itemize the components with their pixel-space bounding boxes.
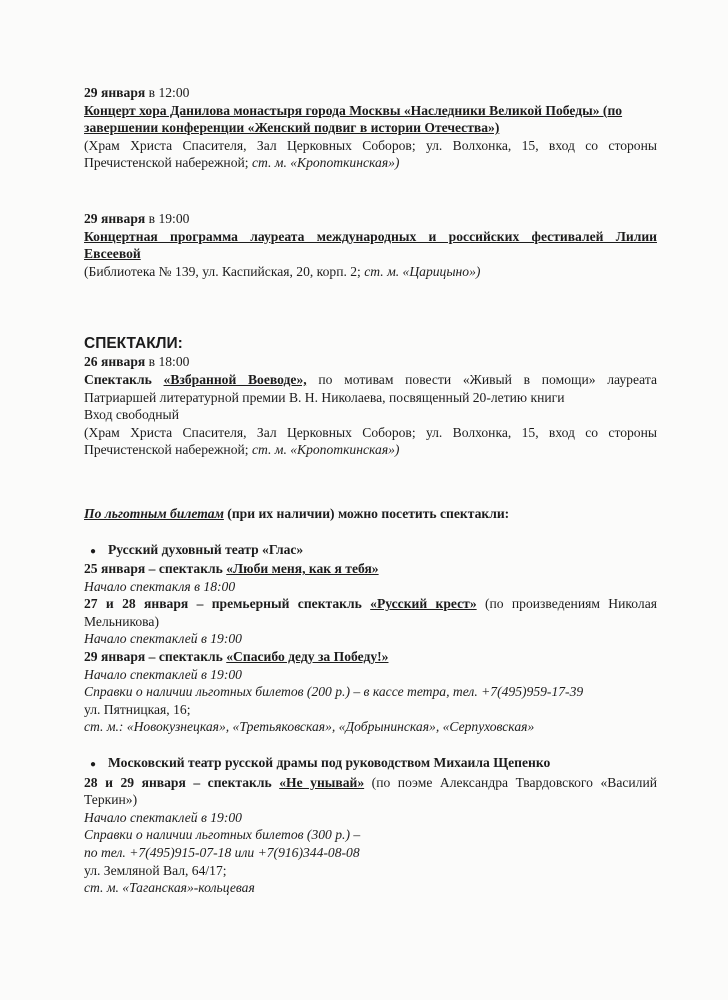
theatre-1-s1-title: «Люби меня, как я тебя» [226, 561, 379, 577]
theatre-2-name: Московский театр русской драмы под руководством Михаила Щепенко [108, 755, 551, 771]
spectacle-title: «Взбранной Воеводе», [163, 371, 307, 387]
spectacle-metro: ст. м. «Кропоткинская») [251, 442, 400, 458]
spectacle-place-line-1: (Храм Христа Спасителя, Зал Церковных Соборов; ул. Волхонка, 15, вход со стороны [84, 424, 657, 440]
theatre-2-s1-line2: Теркин») [84, 792, 138, 808]
event-2-time: в 19:00 [145, 210, 190, 226]
theatre-2-s1-rest: (по поэме Александра Твардовского «Василий [364, 774, 657, 790]
spectacle-description-1: по мотивам повести «Живый в помощи» лауреата [306, 371, 657, 387]
event-2 [84, 210, 657, 280]
spectacles-heading: СПЕКТАКЛИ: [84, 335, 183, 353]
event-1-title-line-1: Концерт хора Данилова монастыря города Москвы «Наследники Великой Победы» (по [84, 102, 623, 118]
theatre-1 [84, 541, 657, 737]
spectacle-entry: Вход свободный [84, 407, 179, 423]
theatre-2-s1-date: 28 и 29 января – спектакль [84, 774, 280, 790]
theatre-1-s2-start: Начало спектаклей в 19:00 [84, 631, 242, 647]
theatre-2-address: ул. Земляной Вал, 64/17; [84, 862, 227, 878]
theatre-1-metro: ст. м.: «Новокузнецкая», «Третьяковская», «Добрынинская», «Серпуховская» [84, 719, 535, 735]
event-1-place-line-1: (Храм Христа Спасителя, Зал Церковных Соборов; ул. Волхонка, 15, вход со стороны [84, 137, 657, 153]
theatre-1-info: Справки о наличии льготных билетов (200 р.) – в кассе тетра, тел. +7(495)959-17-39 [84, 684, 584, 700]
spectacle-word: Спектакль [84, 371, 152, 387]
event-1-title-line-2: завершении конференции «Женский подвиг в истории Отечества») [84, 120, 500, 136]
theatre-2-metro: ст. м. «Таганская»-кольцевая [84, 880, 255, 896]
spectacle-time: в 18:00 [145, 354, 190, 370]
spectacle-place-line-2: Пречистенской набережной; [84, 442, 252, 458]
theatre-1-s3-start: Начало спектаклей в 19:00 [84, 666, 242, 682]
theatre-1-s1-start: Начало спектакля в 18:00 [84, 578, 236, 594]
theatre-2 [84, 754, 657, 897]
theatre-2-s1-start: Начало спектаклей в 19:00 [84, 809, 242, 825]
discount-intro [84, 505, 657, 523]
theatre-2-info-1: Справки о наличии льготных билетов (300 р.) – [84, 827, 361, 843]
theatre-1-s2-title: «Русский крест» [370, 596, 477, 612]
event-1-time: в 12:00 [145, 85, 190, 100]
theatre-1-s2-date: 27 и 28 января – премьерный спектакль [84, 596, 371, 612]
spectacle-description-2: Патриаршей литературной премии В. Н. Николаева, посвященный 20-летию книги [84, 389, 565, 405]
discount-link[interactable]: По льготным билетам [84, 505, 224, 521]
theatre-2-info-2: по тел. +7(495)915-07-18 или +7(916)344-08-08 [84, 845, 360, 860]
event-2-title-line-1: Концертная программа лауреата международных и российских фестивалей Лилии [84, 228, 657, 244]
event-1 [84, 84, 657, 172]
theatre-1-name: Русский духовный театр «Глас» [108, 541, 304, 557]
event-2-place: (Библиотека № 139, ул. Каспийская, 20, корп. 2; [84, 263, 365, 279]
spectacle-date: 26 января [84, 354, 146, 370]
bullet-icon: ● [90, 759, 97, 771]
document-page [84, 84, 657, 897]
event-1-metro: ст. м. «Кропоткинская») [251, 155, 400, 171]
theatre-1-s2-line2: Мельникова) [84, 613, 159, 629]
event-2-title-line-2: Евсеевой [84, 246, 141, 262]
theatre-2-s1-title: «Не унывай» [279, 774, 365, 790]
discount-text: (при их наличии) можно посетить спектакли: [223, 505, 510, 521]
theatre-1-s3-date: 29 января – спектакль [84, 649, 227, 665]
event-1-date: 29 января [84, 85, 146, 100]
event-2-metro: ст. м. «Царицыно») [364, 263, 481, 279]
theatre-1-s1-date: 25 января – спектакль [84, 561, 227, 577]
spectacles-section [84, 335, 657, 459]
theatre-1-s3-title: «Спасибо деду за Победу!» [226, 649, 389, 665]
bullet-icon: ● [90, 545, 97, 557]
theatre-1-s2-rest: (по произведениям Николая [476, 596, 657, 612]
theatre-1-address: ул. Пятницкая, 16; [84, 701, 191, 717]
event-2-date: 29 января [84, 210, 146, 226]
event-1-place-line-2: Пречистенской набережной; [84, 155, 252, 171]
